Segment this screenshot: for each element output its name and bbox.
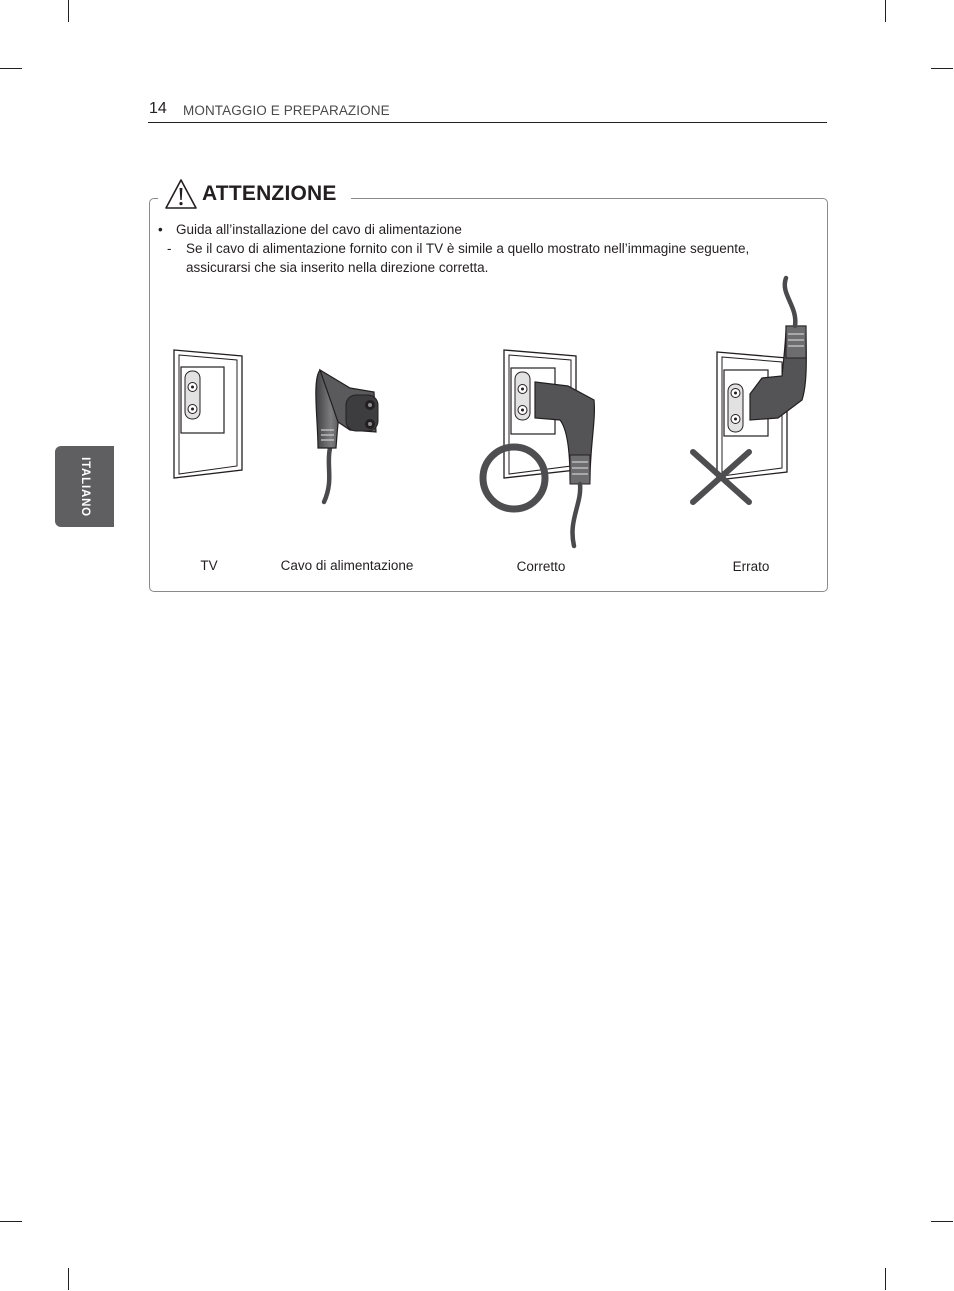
correct-insertion-drawing — [483, 350, 594, 546]
crop-mark — [885, 0, 886, 22]
section-title: MONTAGGIO E PREPARAZIONE — [183, 103, 390, 118]
bullet-text: Guida all’installazione del cavo di alimentazione — [176, 222, 462, 237]
sub-item-text: Se il cavo di alimentazione fornito con il TV è simile a quello mostrato nell’immagine seguente, assicurarsi che sia inserito nella direzione corretta. — [186, 241, 750, 275]
crop-mark — [68, 1268, 69, 1290]
bullet-item — [158, 220, 462, 239]
caption-cable: Cavo di alimentazione — [280, 558, 414, 573]
caution-title: ATTENZIONE — [202, 182, 337, 205]
caution-heading — [158, 174, 351, 214]
power-cable-illustration — [150, 270, 826, 560]
crop-mark — [0, 1221, 22, 1222]
power-cable-drawing — [316, 370, 378, 502]
tv-socket-drawing — [174, 350, 242, 478]
crop-mark — [0, 68, 22, 69]
crop-mark — [931, 1221, 953, 1222]
warning-triangle-icon — [164, 178, 198, 210]
caption-correct: Corretto — [516, 559, 566, 574]
language-tab — [55, 446, 114, 527]
caption-tv: TV — [200, 558, 218, 573]
page-number: 14 — [149, 100, 167, 117]
language-tab-label: ITALIANO — [78, 456, 91, 517]
crop-mark — [68, 0, 69, 22]
page-header — [148, 100, 827, 123]
dash-marker: - — [167, 241, 172, 256]
bullet-dot: • — [158, 222, 163, 237]
caption-wrong: Errato — [732, 559, 770, 574]
crop-mark — [931, 68, 953, 69]
crop-mark — [885, 1268, 886, 1290]
wrong-insertion-drawing — [693, 278, 806, 502]
